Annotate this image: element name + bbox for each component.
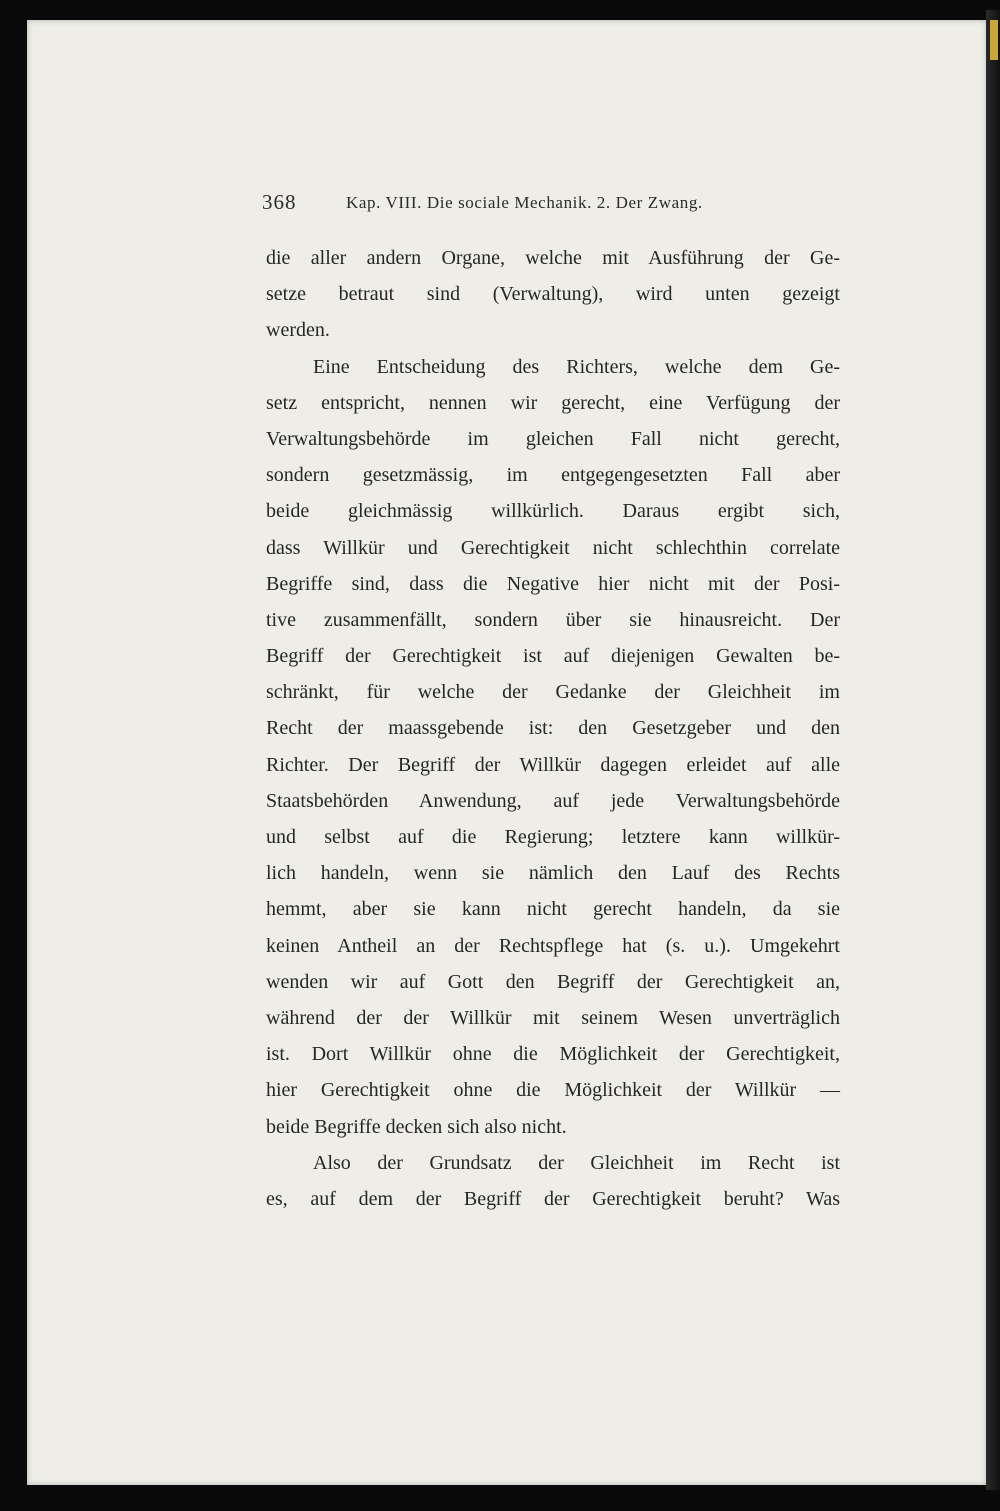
text-line: beide Begriffe decken sich also nicht.: [266, 1115, 567, 1138]
text-line: Eine Entscheidung des Richters, welche dem Ge-: [313, 355, 840, 378]
text-line: lich handeln, wenn sie nämlich den Lauf des Rechts: [266, 862, 840, 885]
text-line: ist. Dort Willkür ohne die Möglichkeit der Gerechtigkeit,: [266, 1043, 840, 1066]
text-line: Verwaltungsbehörde im gleichen Fall nicht gerecht,: [266, 427, 840, 450]
text-line: Recht der maassgebende ist: den Gesetzgeber und den: [266, 717, 840, 740]
text-line: Staatsbehörden Anwendung, auf jede Verwaltungsbehörde: [266, 789, 840, 812]
text-line: die aller andern Organe, welche mit Ausführung der Ge-: [266, 247, 840, 269]
text-line: dass Willkür und Gerechtigkeit nicht schlechthin correlate: [266, 536, 840, 559]
body-text: [266, 240, 840, 1217]
page-number: 368: [262, 190, 297, 214]
text-line: schränkt, für welche der Gedanke der Gleichheit im: [266, 681, 840, 704]
color-strip: [990, 20, 998, 60]
text-line: wenden wir auf Gott den Begriff der Gerechtigkeit an,: [266, 970, 840, 993]
text-line: es, auf dem der Begriff der Gerechtigkeit beruht? Was: [266, 1187, 840, 1210]
text-line: Also der Grundsatz der Gleichheit im Recht ist: [313, 1151, 840, 1174]
text-line: setze betraut sind (Verwaltung), wird unten gezeigt: [266, 283, 840, 306]
running-head: Kap. VIII. Die sociale Mechanik. 2. Der Zwang.: [346, 193, 703, 212]
text-line: tive zusammenfällt, sondern über sie hinausreicht. Der: [266, 608, 840, 631]
text-line: und selbst auf die Regierung; letztere kann willkür-: [266, 826, 840, 848]
text-line: Richter. Der Begriff der Willkür dagegen erleidet auf alle: [266, 753, 840, 776]
text-line: keinen Antheil an der Rechtspflege hat (s. u.). Umgekehrt: [266, 934, 840, 957]
scan-edge: [986, 10, 1000, 1490]
text-line: beide gleichmässig willkürlich. Daraus ergibt sich,: [266, 500, 840, 523]
text-line: hier Gerechtigkeit ohne die Möglichkeit der Willkür —: [266, 1079, 840, 1102]
text-line: Begriff der Gerechtigkeit ist auf diejenigen Gewalten be-: [266, 645, 840, 668]
text-line: Begriffe sind, dass die Negative hier nicht mit der Posi-: [266, 572, 840, 595]
text-line: hemmt, aber sie kann nicht gerecht handeln, da sie: [266, 898, 840, 921]
text-line: werden.: [266, 319, 330, 342]
page-header: [262, 190, 842, 220]
text-line: setz entspricht, nennen wir gerecht, eine Verfügung der: [266, 391, 840, 414]
text-line: sondern gesetzmässig, im entgegengesetzten Fall aber: [266, 464, 840, 487]
text-line: während der der Willkür mit seinem Wesen unverträglich: [266, 1006, 840, 1029]
